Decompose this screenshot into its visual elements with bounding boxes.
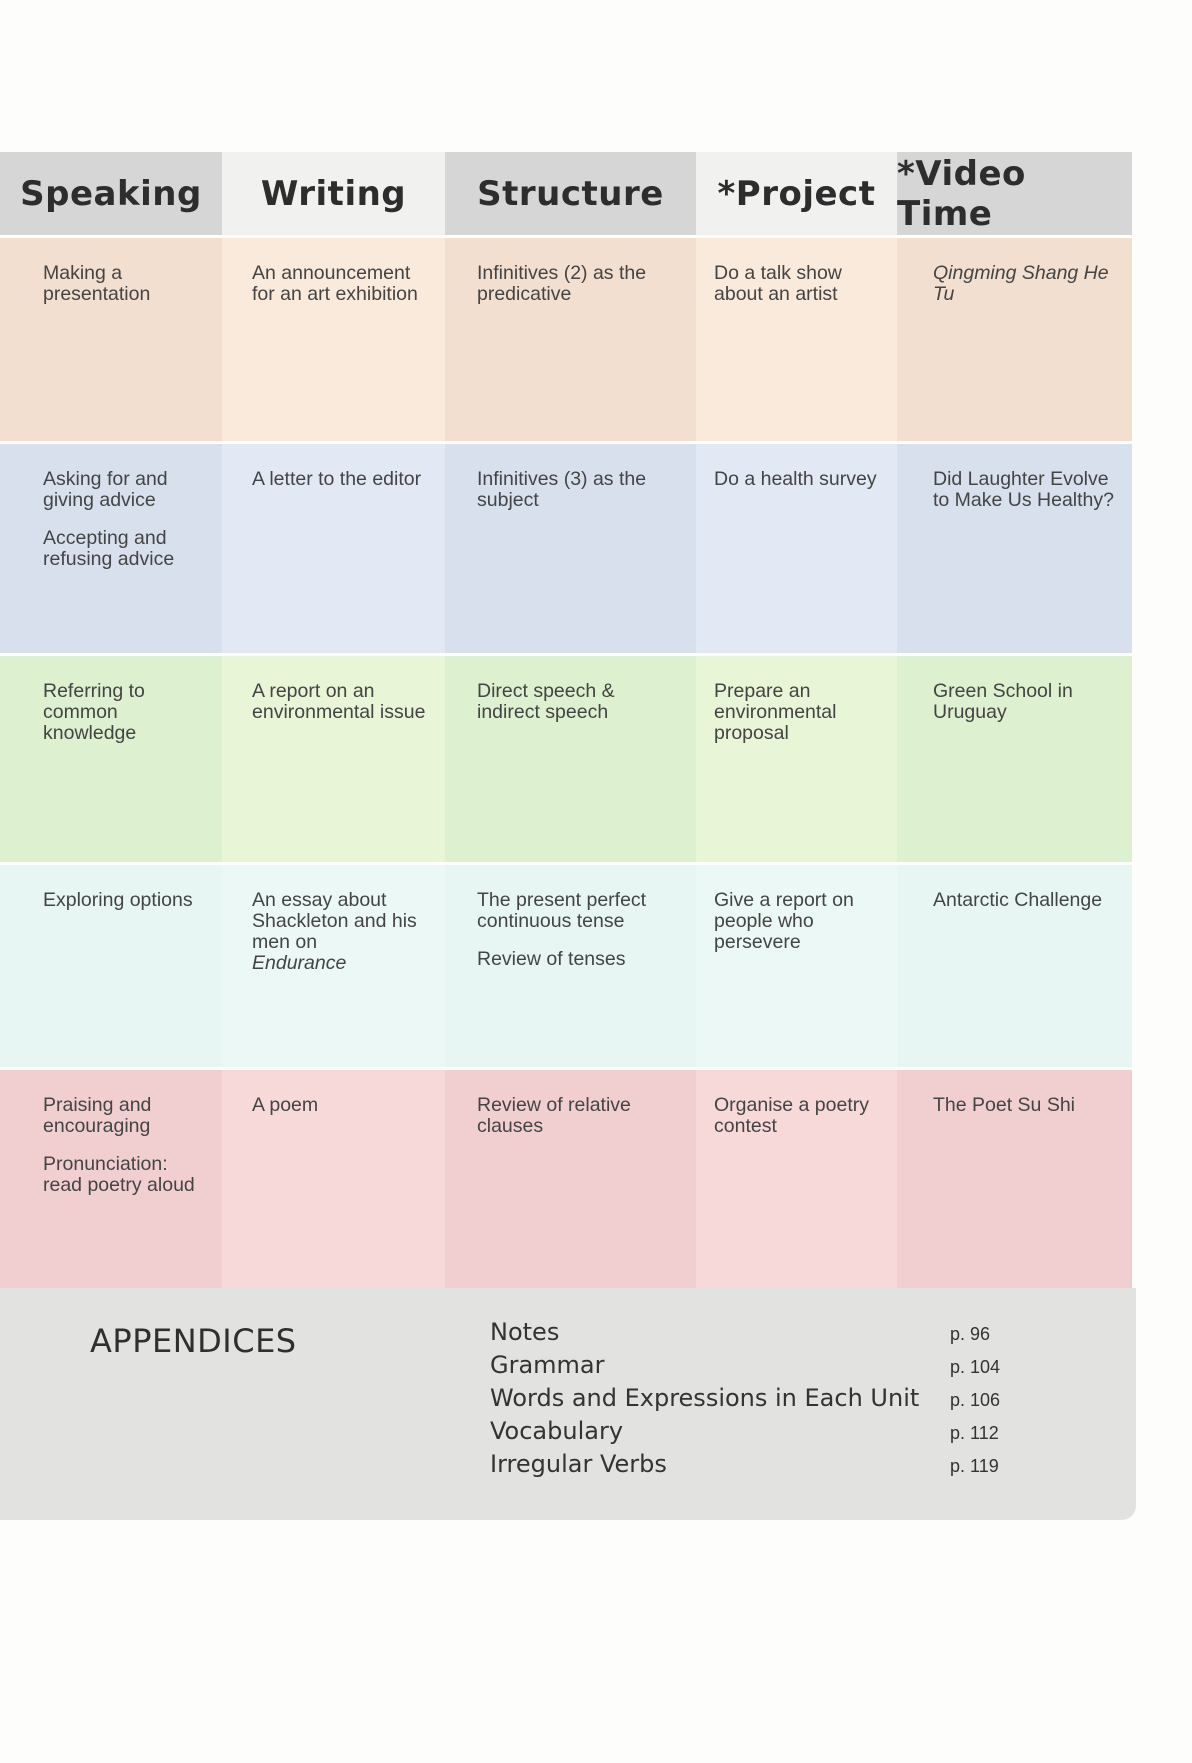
row3-structure	[445, 656, 696, 862]
header-speaking: Speaking	[0, 152, 222, 235]
appendix-item[interactable]	[490, 1450, 1010, 1483]
row3-video	[897, 656, 1132, 862]
row5-project-text: Organise a poetry contest	[714, 1094, 870, 1137]
row1-structure	[445, 238, 696, 441]
row5-speaking	[0, 1070, 222, 1293]
row5-structure-item: Review of relative clauses	[477, 1094, 631, 1137]
appendix-name: Irregular Verbs	[490, 1450, 667, 1478]
row1-video	[897, 238, 1132, 441]
row3-writing	[222, 656, 445, 862]
row2-speaking	[0, 444, 222, 653]
row3-writing-text: A report on an environmental issue	[252, 680, 426, 723]
row5-project	[696, 1070, 897, 1293]
appendix-page: p. 106	[950, 1390, 1001, 1410]
row5-video	[897, 1070, 1132, 1293]
row4-speaking	[0, 865, 222, 1067]
row4-project-text: Give a report on people who persevere	[714, 889, 854, 953]
row3-project	[696, 656, 897, 862]
row3-video-text: Green School in Uruguay	[933, 680, 1073, 723]
row3-project-text: Prepare an environmental proposal	[714, 680, 837, 744]
header-structure: Structure	[445, 152, 696, 235]
row4-video	[897, 865, 1132, 1067]
appendix-name: Notes	[490, 1318, 560, 1346]
appendix-page: p. 119	[950, 1456, 999, 1476]
row2-video-text: Did Laughter Evolve to Make Us Healthy?	[933, 468, 1114, 511]
row1-speaking	[0, 238, 222, 441]
row1-video-text: Qingming Shang He Tu	[933, 262, 1109, 305]
row2-speaking-item: Asking for and giving advice	[43, 468, 168, 511]
row1-writing	[222, 238, 445, 441]
row2-structure-item: Infinitives (3) as the subject	[477, 468, 647, 511]
row4-writing	[222, 865, 445, 1067]
row4-project	[696, 865, 897, 1067]
row4-structure-item: The present perfect continuous tense	[477, 889, 647, 932]
row5-video-text: The Poet Su Shi	[933, 1094, 1076, 1116]
header-writing: Writing	[222, 152, 445, 235]
row1-structure-item: Infinitives (2) as the predicative	[477, 262, 647, 305]
row1-writing-text: An announcement for an art exhibition	[252, 262, 418, 305]
row3-speaking	[0, 656, 222, 862]
appendices-panel	[0, 1288, 1136, 1520]
row2-writing-text: A letter to the editor	[252, 468, 422, 490]
row2-video	[897, 444, 1132, 653]
row2-writing	[222, 444, 445, 653]
row1-project-text: Do a talk show about an artist	[714, 262, 842, 305]
appendix-name: Words and Expressions in Each Unit	[490, 1384, 920, 1412]
appendices-title: APPENDICES	[90, 1322, 297, 1360]
header-video-time: *Video Time	[897, 152, 1132, 235]
row4-structure-item: Review of tenses	[477, 948, 626, 970]
row2-project-text: Do a health survey	[714, 468, 877, 490]
contents-table	[0, 152, 1132, 1293]
appendix-item[interactable]	[490, 1384, 1010, 1417]
row3-structure-item: Direct speech & indirect speech	[477, 680, 615, 723]
appendix-name: Vocabulary	[490, 1417, 624, 1445]
row4-video-text: Antarctic Challenge	[933, 889, 1103, 911]
appendices-list	[490, 1318, 1010, 1483]
appendix-item[interactable]	[490, 1417, 1010, 1450]
row4-structure	[445, 865, 696, 1067]
row4-writing-italic: Endurance	[252, 952, 347, 974]
appendix-page: p. 96	[950, 1324, 991, 1344]
header-project: *Project	[696, 152, 897, 235]
row5-speaking-item: Pronunciation: read poetry aloud	[43, 1153, 195, 1196]
row1-project	[696, 238, 897, 441]
appendix-item[interactable]	[490, 1318, 1010, 1351]
row4-writing-text	[252, 890, 427, 974]
appendix-item[interactable]	[490, 1351, 1010, 1384]
row5-structure	[445, 1070, 696, 1293]
appendix-page: p. 104	[950, 1357, 1001, 1377]
row5-speaking-item: Praising and encouraging	[43, 1094, 152, 1137]
row2-structure	[445, 444, 696, 653]
row2-speaking-item: Accepting and refusing advice	[43, 527, 175, 570]
row4-writing-plain: An essay about Shackleton and his men on	[252, 889, 417, 953]
appendix-page: p. 112	[950, 1423, 999, 1443]
row4-speaking-item: Exploring options	[43, 889, 193, 911]
row2-project	[696, 444, 897, 653]
row3-speaking-item: Referring to common knowledge	[43, 680, 145, 744]
row5-writing-text: A poem	[252, 1094, 319, 1116]
row5-writing	[222, 1070, 445, 1293]
appendix-name: Grammar	[490, 1351, 605, 1379]
row1-speaking-item: Making a presentation	[43, 262, 151, 305]
